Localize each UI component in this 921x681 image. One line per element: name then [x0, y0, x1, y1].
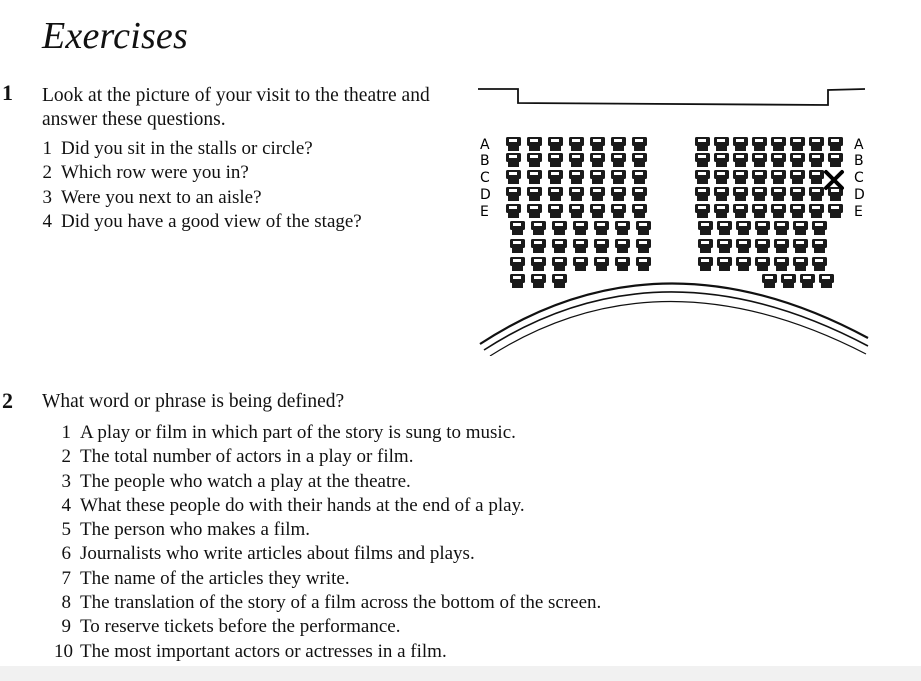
seat-blocks [506, 137, 843, 288]
seat-icon [569, 170, 584, 184]
row-label: C [854, 170, 864, 186]
seat-icon [531, 221, 546, 235]
question-number: 2 [61, 446, 71, 468]
seat-icon [573, 257, 588, 271]
seat-icon [695, 137, 710, 151]
seat-icon [548, 170, 563, 184]
list-item [54, 470, 601, 494]
question-number: 10 [54, 640, 73, 662]
question-text: The translation of the story of a film across the bottom of the screen. [80, 592, 602, 614]
row-label: E [480, 204, 489, 220]
theatre-seating-plan [470, 76, 870, 356]
seat-icon [548, 187, 563, 201]
seat-icon [590, 170, 605, 184]
seat-icon [809, 170, 824, 184]
seat-icon [819, 274, 834, 288]
seat-icon [828, 204, 843, 218]
list-item [42, 161, 362, 185]
stage-outline [478, 89, 865, 105]
seat-icon [774, 221, 789, 235]
question-number: 1 [61, 422, 71, 443]
question-number: 2 [42, 162, 52, 184]
seat-icon [790, 170, 805, 184]
seat-icon [594, 221, 609, 235]
list-item [54, 494, 601, 518]
seat-icon [552, 257, 567, 271]
circle-balcony-front [480, 283, 868, 356]
list-item [54, 615, 601, 639]
row-label: A [480, 137, 490, 153]
seat-icon [506, 137, 521, 151]
question-text: What these people do with their hands at the end of a play. [80, 494, 525, 516]
seat-icon [590, 153, 605, 167]
seat-icon [809, 187, 824, 201]
question-text: Were you next to an aisle? [61, 186, 262, 208]
seat-icon [771, 153, 786, 167]
seat-icon [717, 221, 732, 235]
exercise-2-prompt: What word or phrase is being defined? [42, 391, 345, 412]
seat-icon [527, 137, 542, 151]
question-text: Which row were you in? [61, 162, 249, 184]
seat-icon [698, 239, 713, 253]
list-item [54, 518, 601, 542]
seat-icon [752, 170, 767, 184]
seat-icon [717, 239, 732, 253]
seat-icon [594, 239, 609, 253]
row-label: D [480, 187, 491, 203]
seat-icon [812, 239, 827, 253]
question-number: 3 [42, 186, 52, 208]
seat-icon [733, 170, 748, 184]
seat-icon [632, 204, 647, 218]
exercise-1-questions [42, 137, 362, 234]
seat-icon [828, 137, 843, 151]
question-text: The people who watch a play at the theatre. [80, 470, 411, 492]
seat-icon [615, 239, 630, 253]
seat-icon [590, 137, 605, 151]
seat-icon [632, 187, 647, 201]
seat-icon [793, 239, 808, 253]
seat-icon [736, 221, 751, 235]
question-text: The name of the articles they write. [80, 567, 350, 589]
list-item [54, 542, 601, 566]
seat-icon [774, 257, 789, 271]
seat-icon [569, 204, 584, 218]
question-text: To reserve tickets before the performance. [80, 616, 401, 638]
seat-icon [506, 204, 521, 218]
question-text: Journalists who write articles about films and plays. [80, 543, 475, 565]
seat-icon [771, 187, 786, 201]
seat-icon [733, 137, 748, 151]
seat-icon [714, 187, 729, 201]
seat-icon [755, 257, 770, 271]
list-item [42, 137, 362, 161]
seat-icon [569, 153, 584, 167]
seat-icon [573, 221, 588, 235]
seat-icon [828, 153, 843, 167]
seat-icon [736, 239, 751, 253]
seat-icon [809, 204, 824, 218]
seat-icon [714, 137, 729, 151]
seat-icon [552, 239, 567, 253]
seat-icon [527, 204, 542, 218]
list-item [54, 640, 601, 664]
seat-icon [594, 257, 609, 271]
seat-icon [695, 204, 710, 218]
exercise-2-number: 2 [2, 388, 13, 413]
seat-icon [548, 137, 563, 151]
seat-icon [698, 221, 713, 235]
list-item [42, 186, 362, 210]
row-label: D [854, 187, 865, 203]
question-number: 4 [42, 210, 52, 232]
seat-icon [506, 153, 521, 167]
seat-icon [755, 221, 770, 235]
seat-icon [636, 239, 651, 253]
seat-icon [695, 170, 710, 184]
seat-icon [733, 204, 748, 218]
seat-icon [527, 187, 542, 201]
seat-icon [752, 204, 767, 218]
exercise-1-number: 1 [2, 80, 13, 105]
question-number: 1 [42, 138, 52, 159]
row-label: E [854, 204, 863, 220]
seat-icon [510, 221, 525, 235]
seat-icon [615, 257, 630, 271]
seat-icon [714, 204, 729, 218]
question-number: 6 [61, 543, 71, 565]
seat-icon [569, 187, 584, 201]
seat-icon [752, 187, 767, 201]
row-label: B [480, 153, 490, 169]
seat-icon [752, 153, 767, 167]
cross-mark-icon [826, 172, 842, 188]
seat-icon [790, 204, 805, 218]
question-number: 8 [61, 592, 71, 614]
seat-icon [714, 170, 729, 184]
seat-icon [569, 137, 584, 151]
seat-icon [510, 257, 525, 271]
seat-icon [531, 274, 546, 288]
seat-icon [733, 187, 748, 201]
exercise-1-prompt: Look at the picture of your visit to the theatre and answer these questions. [42, 85, 430, 130]
seat-icon [714, 153, 729, 167]
seat-icon [790, 153, 805, 167]
question-text: The total number of actors in a play or film. [80, 446, 414, 468]
seat-icon [573, 239, 588, 253]
seat-icon [510, 239, 525, 253]
list-item [54, 445, 601, 469]
exercise-2-questions [54, 421, 601, 664]
question-text: Did you have a good view of the stage? [61, 210, 362, 232]
seat-icon [752, 137, 767, 151]
seat-icon [611, 170, 626, 184]
seat-icon [527, 170, 542, 184]
seat-icon [510, 274, 525, 288]
question-number: 5 [61, 519, 71, 541]
seat-icon [717, 257, 732, 271]
seat-icon [527, 153, 542, 167]
seat-icon [762, 274, 777, 288]
seat-icon [812, 221, 827, 235]
seat-icon [733, 153, 748, 167]
seat-icon [790, 187, 805, 201]
question-number: 9 [61, 616, 71, 638]
seat-icon [552, 221, 567, 235]
seat-icon [781, 274, 796, 288]
seat-icon [793, 257, 808, 271]
seat-icon [611, 187, 626, 201]
question-text: The most important actors or actresses in a film. [80, 640, 447, 662]
seat-icon [548, 153, 563, 167]
question-number: 7 [61, 567, 71, 589]
list-item [54, 591, 601, 615]
page-title: Exercises [42, 15, 188, 57]
seat-icon [611, 137, 626, 151]
seat-icon [800, 274, 815, 288]
question-text: Did you sit in the stalls or circle? [61, 138, 313, 159]
left-row-labels [480, 137, 491, 220]
list-item [42, 210, 362, 234]
seat-icon [736, 257, 751, 271]
seat-icon [771, 170, 786, 184]
question-text: A play or film in which part of the story is sung to music. [80, 422, 516, 443]
seat-icon [793, 221, 808, 235]
seat-icon [790, 137, 805, 151]
seat-icon [548, 204, 563, 218]
question-number: 4 [61, 494, 71, 516]
question-number: 3 [61, 470, 71, 492]
seat-icon [812, 257, 827, 271]
list-item [54, 421, 601, 445]
list-item [54, 567, 601, 591]
seat-icon [611, 204, 626, 218]
seat-icon [531, 239, 546, 253]
row-label: C [480, 170, 490, 186]
seat-icon [632, 137, 647, 151]
seat-icon [695, 153, 710, 167]
seat-icon [755, 239, 770, 253]
seat-icon [590, 204, 605, 218]
row-label: A [854, 137, 864, 153]
seat-icon [615, 221, 630, 235]
seat-icon [809, 137, 824, 151]
seat-icon [771, 204, 786, 218]
seat-icon [531, 257, 546, 271]
question-text: The person who makes a film. [80, 519, 311, 541]
seat-icon [695, 187, 710, 201]
row-label: B [854, 153, 864, 169]
seat-icon [632, 170, 647, 184]
seat-icon [809, 153, 824, 167]
page-bottom-edge [0, 666, 921, 681]
seat-icon [771, 137, 786, 151]
seat-icon [632, 153, 647, 167]
seat-icon [636, 257, 651, 271]
seat-icon [590, 187, 605, 201]
seat-icon [774, 239, 789, 253]
seat-icon [552, 274, 567, 288]
seat-icon [698, 257, 713, 271]
seat-icon [506, 170, 521, 184]
seat-icon [636, 221, 651, 235]
right-row-labels [854, 137, 865, 220]
seat-icon [506, 187, 521, 201]
seat-icon [611, 153, 626, 167]
